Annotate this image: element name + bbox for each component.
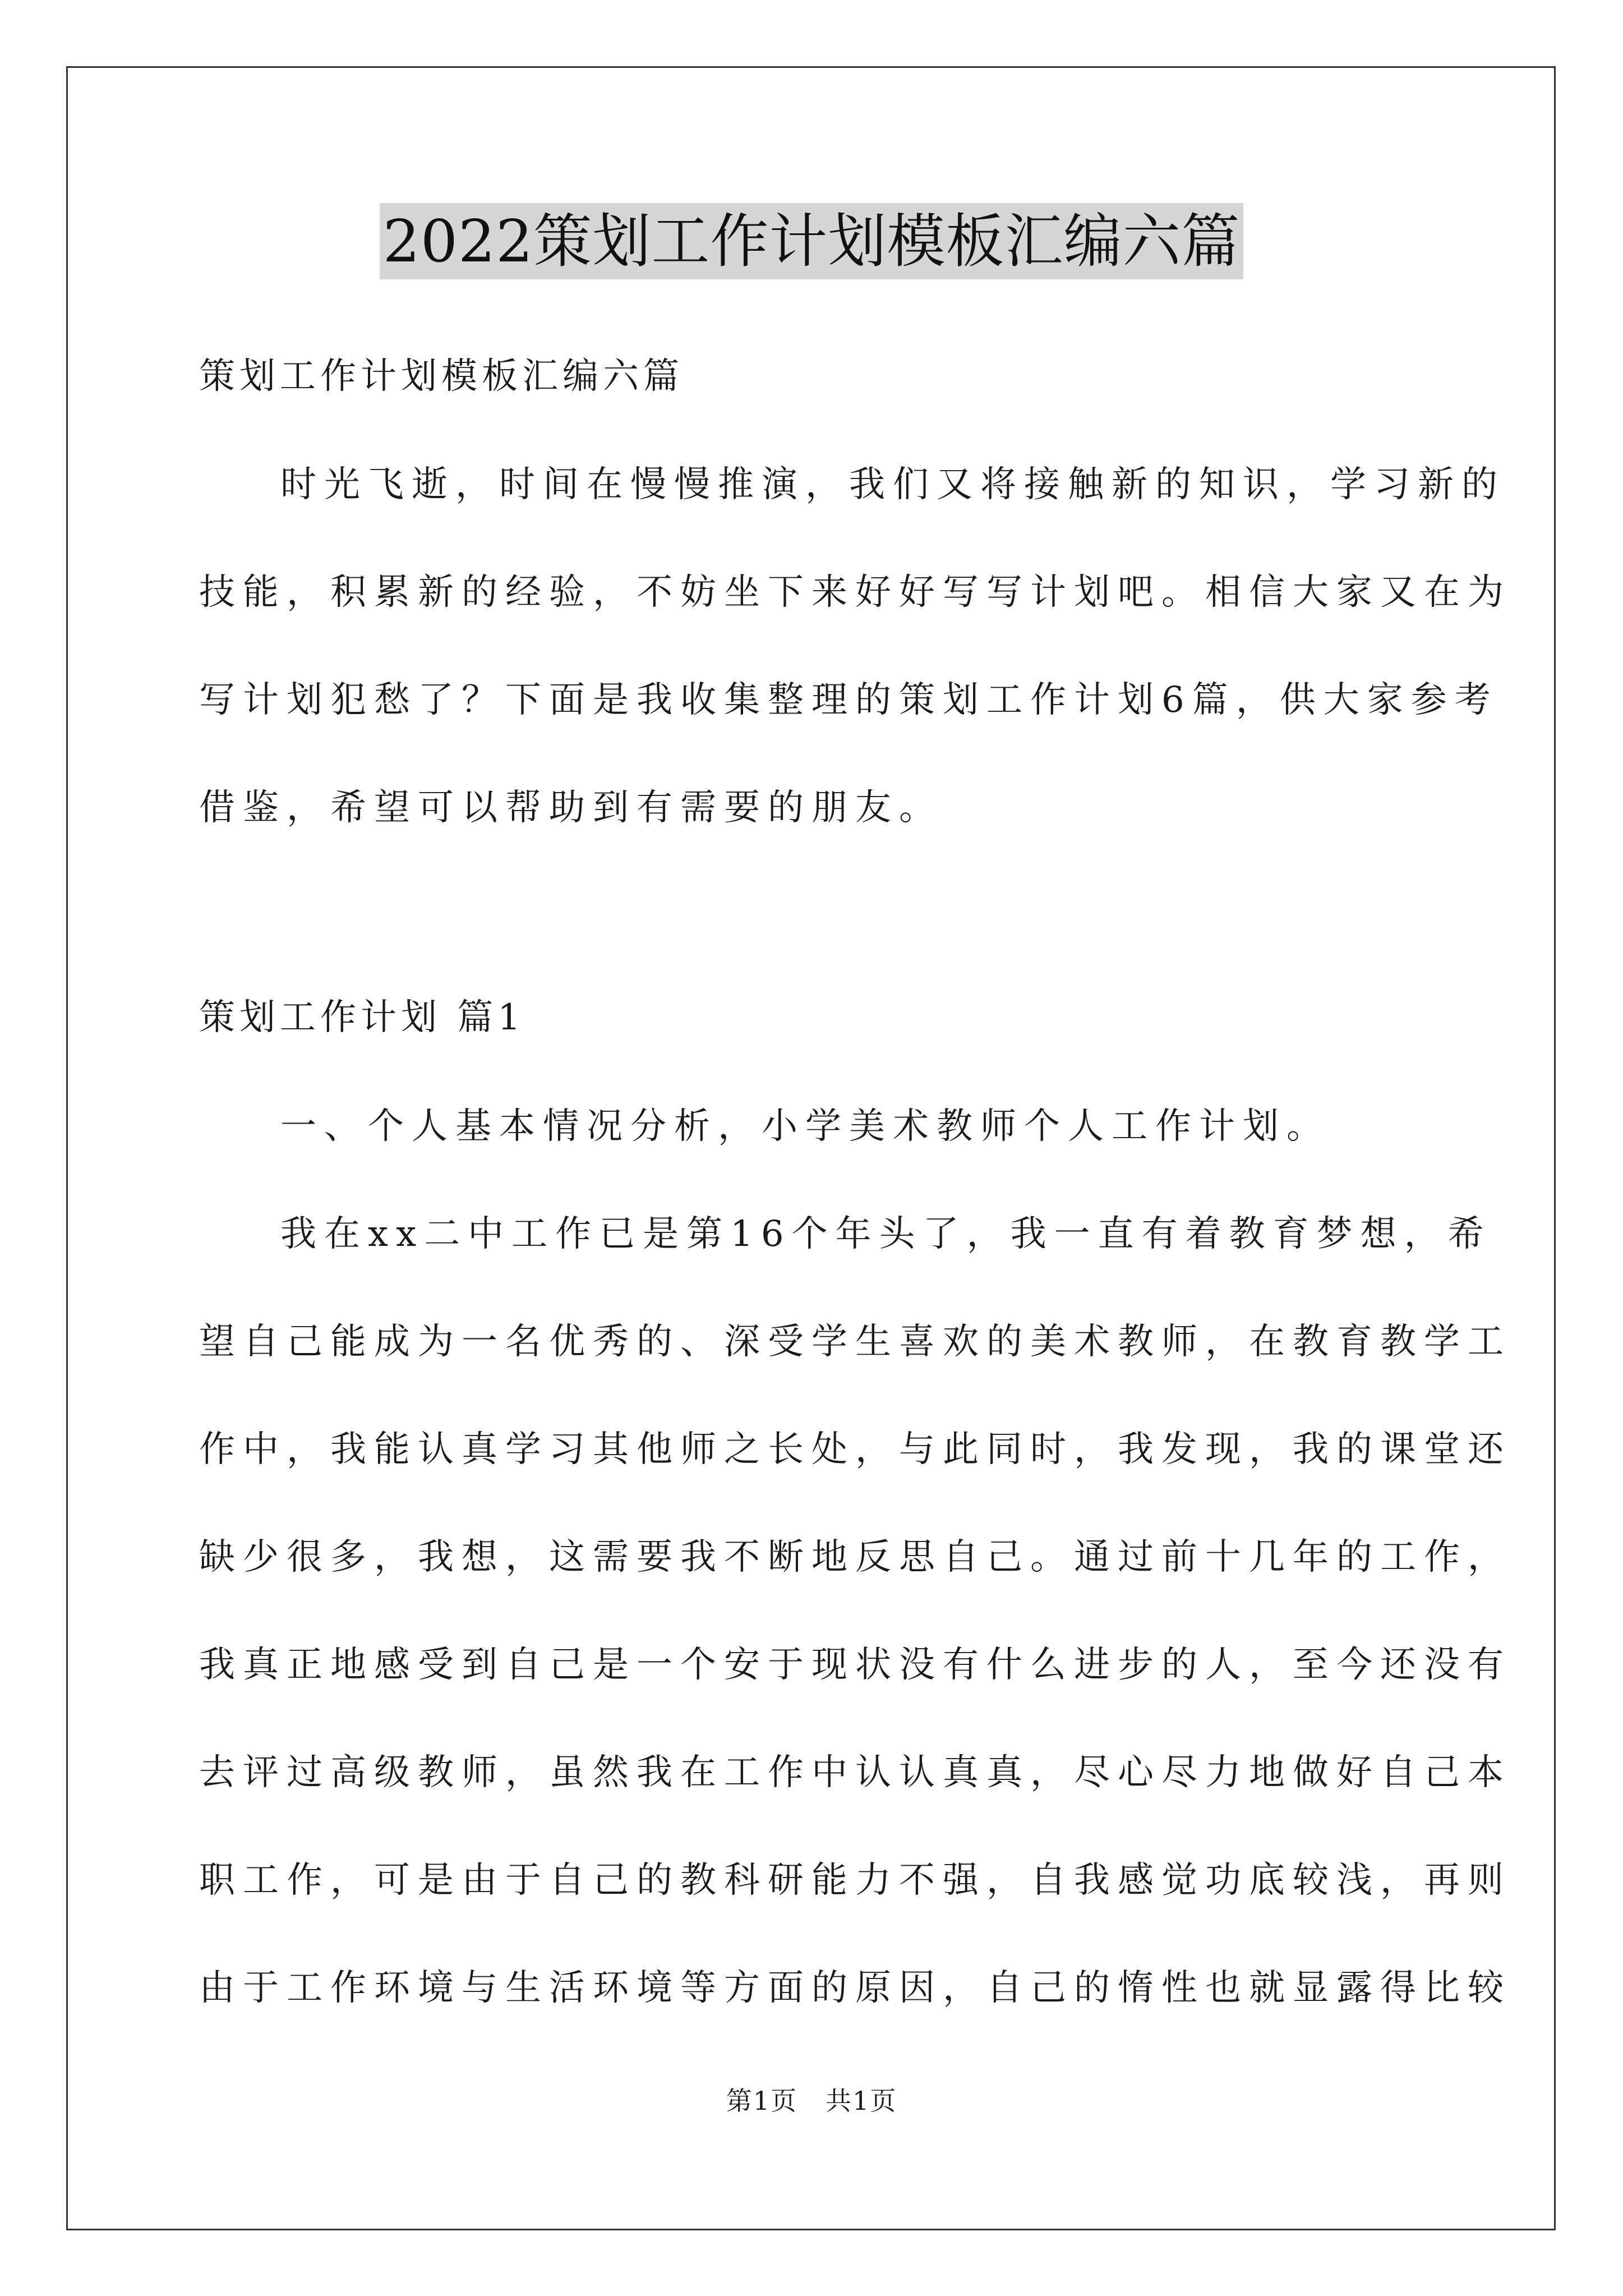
title-container (0, 203, 1623, 279)
page-number: 第1页 (726, 2086, 797, 2116)
paragraph-line: 职工作，可是由于自己的教科研能力不强，自我感觉功底较浅，再则 (199, 1860, 1511, 1901)
paragraph-line: 我真正地感受到自己是一个安于现状没有什么进步的人，至今还没有 (199, 1644, 1511, 1686)
paragraph-line: 我在xx二中工作已是第16个年头了，我一直有着教育梦想，希 (280, 1213, 1492, 1255)
paragraph-line: 望自己能成为一名优秀的、深受学生喜欢的美术教师，在教育教学工 (199, 1321, 1511, 1363)
section-body (199, 1073, 1511, 2042)
paragraph-line: 技能，积累新的经验，不妨坐下来好好写写计划吧。相信大家又在为 (199, 572, 1511, 613)
page-footer (0, 2081, 1623, 2120)
paragraph-line: 去评过高级教师，虽然我在工作中认认真真，尽心尽力地做好自己本 (199, 1752, 1511, 1793)
page-total: 共1页 (826, 2086, 897, 2116)
paragraph-line: 时光飞逝，时间在慢慢推演，我们又将接触新的知识，学习新的 (280, 464, 1505, 505)
paragraph-line: 缺少很多，我想，这需要我不断地反思自己。通过前十几年的工作， (199, 1536, 1511, 1578)
document-subtitle: 策划工作计划模板汇编六篇 (199, 356, 684, 397)
paragraph-line: 借鉴，希望可以帮助到有需要的朋友。 (199, 787, 943, 829)
paragraph-line: 一、个人基本情况分析，小学美术教师个人工作计划。 (280, 1106, 1330, 1147)
document-title: 2022策划工作计划模板汇编六篇 (380, 203, 1244, 279)
paragraph-line: 作中，我能认真学习其他师之长处，与此同时，我发现，我的课堂还 (199, 1429, 1511, 1470)
paragraph-line: 由于工作环境与生活环境等方面的原因，自己的惰性也就显露得比较 (199, 1967, 1511, 2009)
intro-paragraph (199, 431, 1511, 862)
paragraph-line: 写计划犯愁了？下面是我收集整理的策划工作计划6篇，供大家参考 (199, 679, 1498, 721)
section-heading: 策划工作计划 篇1 (199, 997, 525, 1038)
